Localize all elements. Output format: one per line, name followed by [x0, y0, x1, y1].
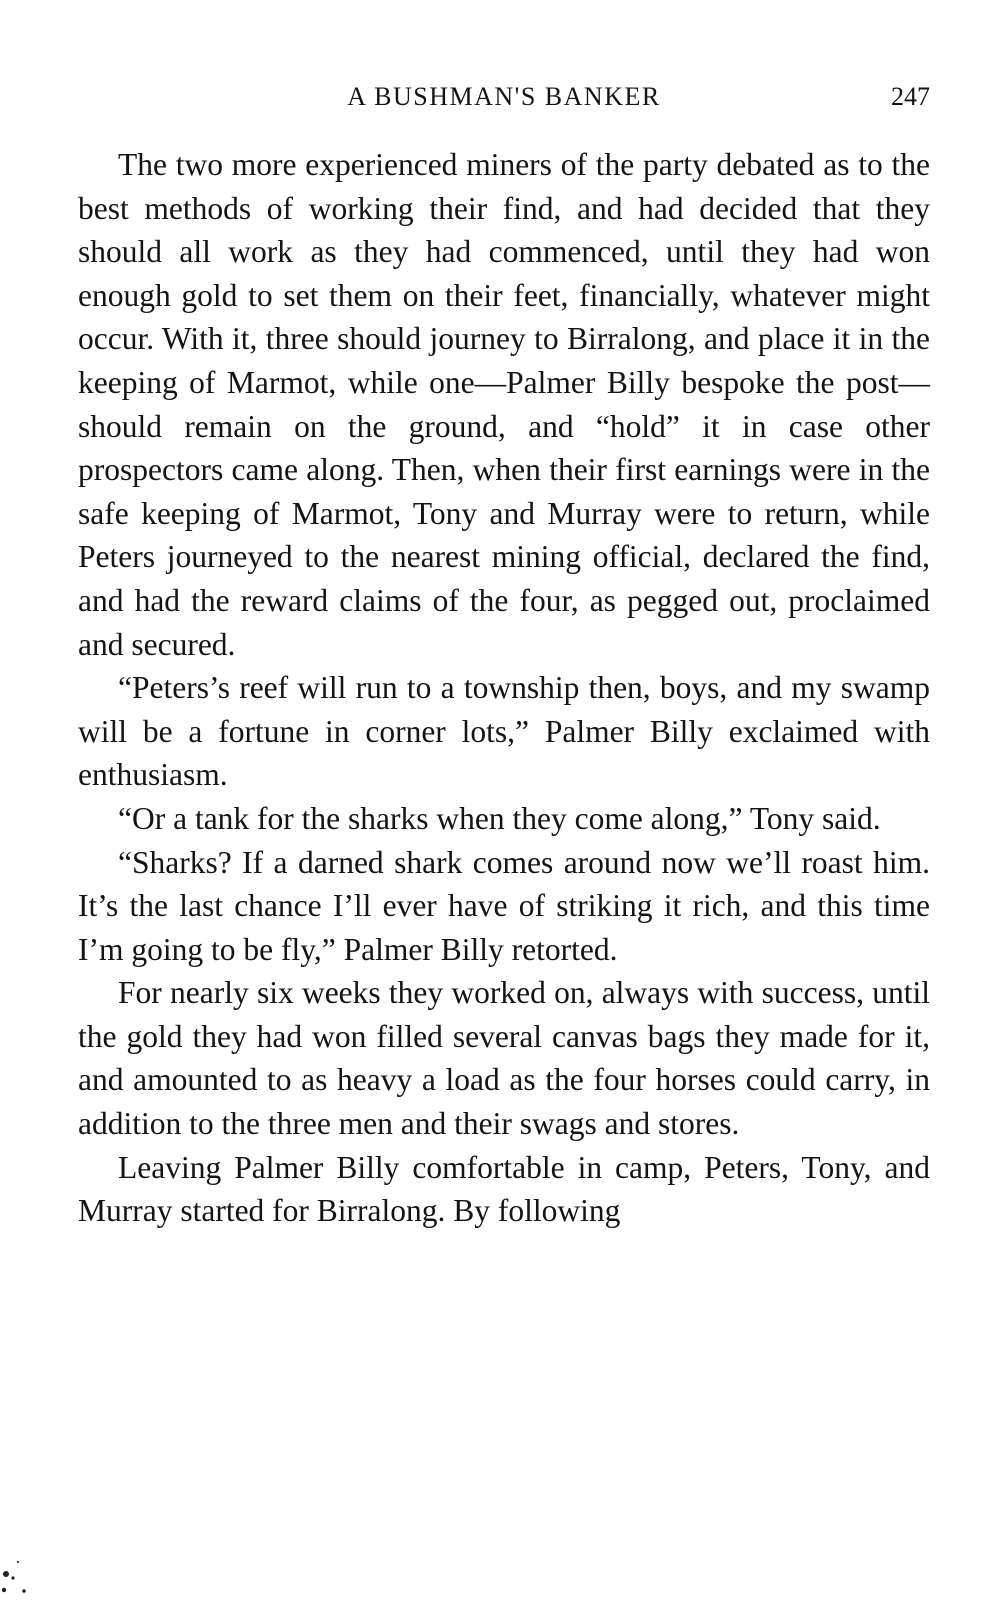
paragraph: Leaving Palmer Billy comfortable in camp, Peters, Tony, and Murray started for Birralong. By following	[78, 1149, 930, 1229]
running-title: A BUSHMAN'S BANKER	[347, 82, 661, 111]
paragraph: “Sharks? If a darned shark comes around now we’ll roast him. It’s the last chance I’ll ever have of striking it rich, and this time I’m going to be fly,” Palmer Billy retorted.	[78, 844, 930, 967]
paragraph: The two more experienced miners of the party debated as to the best methods of working their find, and had decided that they should all work as they had commenced, until they had won enough gold to set them on their feet, financially, whatever might occur. With it, three should journey to Birralong, and place it in the keeping of Marmot, while one—Palmer Billy bespoke the post—should remain on the ground, and “hold” it in case other prospectors came along. Then, when their first earnings were in the safe keeping of Marmot, Tony and Murray were to return, while Peters journeyed to the nearest mining official, declared the find, and had the reward claims of the four, as pegged out, proclaimed and secured.	[78, 147, 930, 662]
paragraph: “Or a tank for the sharks when they come along,” Tony said.	[118, 800, 881, 836]
running-head	[78, 82, 930, 122]
paragraph: “Peters’s reef will run to a township then, boys, and my swamp will be a fortune in corner lots,” Palmer Billy exclaimed with enthusiasm.	[78, 670, 930, 793]
scan-speck-icon	[0, 1556, 40, 1596]
paragraph: For nearly six weeks they worked on, always with success, until the gold they had won filled several canvas bags they made for it, and amounted to as heavy a load as the four horses could carry, in addition to the three men and their swags and stores.	[78, 975, 930, 1142]
page-number: 247	[891, 82, 930, 111]
body-text	[78, 143, 930, 1233]
